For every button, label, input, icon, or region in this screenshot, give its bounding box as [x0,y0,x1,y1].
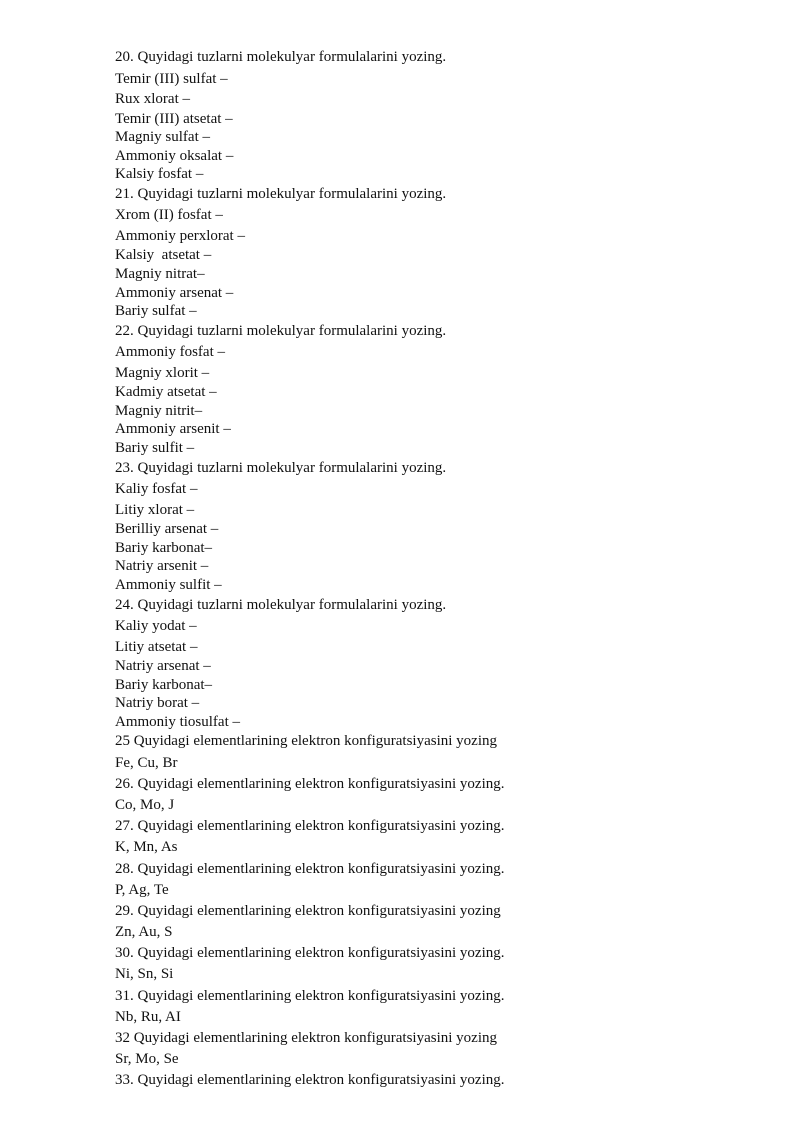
task-heading: 28. Quyidagi elementlarining elektron konfiguratsiyasini yozing. [115,860,505,877]
list-item: Ammoniy fosfat – [115,344,225,361]
list-item: Kaliy fosfat – [115,481,198,498]
list-item: Temir (III) atsetat – [115,110,233,127]
element-list: Zn, Au, S [115,924,173,941]
list-item: Magniy sulfat – [115,129,210,146]
list-item: Bariy karbonat– [115,539,213,556]
task-heading: 22. Quyidagi tuzlarni molekulyar formulalarini yozing. [115,322,447,339]
list-item: Ammoniy arsenit – [115,421,231,438]
list-item: Ammoniy oksalat – [115,147,234,164]
element-list: Ni, Sn, Si [115,966,174,983]
list-item: Rux xlorat – [115,91,190,107]
list-item: Xrom (II) fosfat – [115,207,223,224]
task-heading: 21. Quyidagi tuzlarni molekulyar formulalarini yozing. [115,185,447,202]
list-item: Ammoniy perxlorat – [115,227,245,244]
task-heading: 23. Quyidagi tuzlarni molekulyar formulalarini yozing. [115,459,447,476]
task-heading: 27. Quyidagi elementlarining elektron konfiguratsiyasini yozing. [115,818,505,835]
task-section-21 [115,184,755,321]
list-item: Magniy nitrat– [115,265,205,282]
task-heading: 33. Quyidagi elementlarining elektron konfiguratsiyasini yozing. [115,1072,505,1089]
task-heading: 30. Quyidagi elementlarining elektron konfiguratsiyasini yozing. [115,945,505,962]
element-list: Co, Mo, J [115,796,175,813]
task-heading: 31. Quyidagi elementlarining elektron konfiguratsiyasini yozing. [115,987,505,1004]
list-item: Litiy xlorat – [115,501,195,518]
list-item: Kalsiy atsetat – [115,247,212,264]
list-item: Temir (III) sulfat – [115,70,228,87]
task-heading: 24. Quyidagi tuzlarni molekulyar formulalarini yozing. [115,596,447,613]
task-heading: 20. Quyidagi tuzlarni molekulyar formulalarini yozing. [115,49,447,65]
list-item: Ammoniy tiosulfat – [115,713,240,730]
element-list: Sr, Mo, Se [115,1051,179,1068]
task-heading: 26. Quyidagi elementlarining elektron konfiguratsiyasini yozing. [115,775,505,792]
task-heading: 25 Quyidagi elementlarining elektron konfiguratsiyasini yozing [115,733,497,750]
list-item: Bariy sulfat – [115,303,197,320]
document-page [115,47,755,1092]
task-section-23 [115,458,755,595]
list-item: Natriy arsenit – [115,558,209,575]
list-item: Ammoniy sulfit – [115,576,222,593]
element-list: Fe, Cu, Br [115,754,178,771]
list-item: Magniy nitrit– [115,402,203,419]
list-item: Kalsiy fosfat – [115,166,204,183]
task-heading: 29. Quyidagi elementlarining elektron konfiguratsiyasini yozing [115,902,501,919]
list-item: Natriy arsenat – [115,658,211,674]
task-section-24 [115,595,755,732]
element-list: P, Ag, Te [115,881,169,898]
list-item: Magniy xlorit – [115,364,210,381]
element-list: Nb, Ru, AI [115,1008,181,1025]
task-section-22 [115,321,755,458]
list-item: Natriy borat – [115,695,200,712]
list-item: Bariy karbonat– [115,676,213,693]
list-item: Bariy sulfit – [115,440,195,457]
list-item: Kadmiy atsetat – [115,384,217,401]
task-heading: 32 Quyidagi elementlarining elektron konfiguratsiyasini yozing [115,1030,497,1046]
element-tasks [115,731,755,1091]
list-item: Kaliy yodat – [115,618,197,634]
list-item: Ammoniy arsenat – [115,284,234,301]
list-item: Litiy atsetat – [115,638,198,655]
task-section-20 [115,47,755,184]
list-item: Berilliy arsenat – [115,521,219,538]
element-list: K, Mn, As [115,839,178,856]
